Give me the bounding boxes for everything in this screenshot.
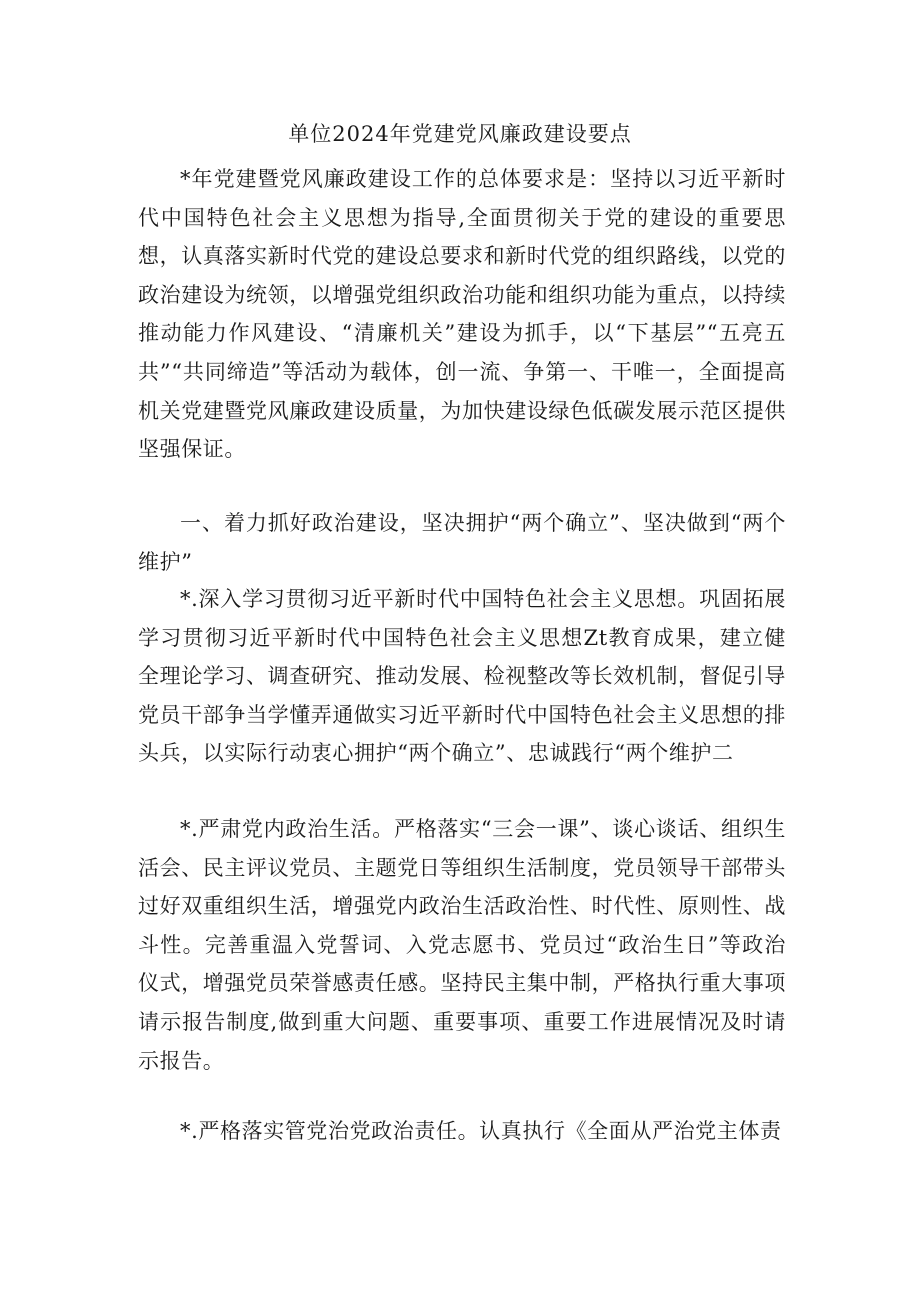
paragraph-study-thought: *.深入学习贯彻习近平新时代中国特色社会主义思想。巩固拓展学习贯彻习近平新时代中国特色社会主义思想Zt教育成果，建立健全理论学习、调查研究、推动发展、检视整改等长效机制，督促引导党员干部争当学懂弄通做实习近平新时代中国特色社会主义思想的排头兵，以实际行动衷心拥护“两个确立”、忠诚践行“两个维护二 (138, 587, 786, 766)
document-title: 单位2024年党建党风廉政建设要点 (288, 122, 632, 146)
section-heading-political-building: 一、着力抓好政治建设，坚决拥护“两个确立”、坚决做到“两个维护” (138, 511, 786, 574)
paragraph-general-requirements: *年党建暨党风廉政建设工作的总体要求是：坚持以习近平新时代中国特色社会主义思想为指导,全面贯彻关于党的建设的重要思想，认真落实新时代党的建设总要求和新时代党的组织路线，以党的政治建设为统领，以增强党组织政治功能和组织功能为重点，以持续推动能力作风建设、“清廉机关”建设为抓手，以“下基层”“五亮五共”“共同缔造”等活动为载体，创一流、争第一、干唯一，全面提高机关党建暨党风廉政建设质量，为加快建设绿色低碳发展示范区提供坚强保证。 (138, 167, 786, 462)
paragraph-political-responsibility: *.严格落实管党治党政治责任。认真执行《全面从严治党主体责 (180, 1119, 782, 1143)
paragraph-party-political-life: *.严肃党内政治生活。严格落实“三会一课”、谈心谈话、组织生活会、民主评议党员、主题党日等组织生活制度，党员领导干部带头过好双重组织生活，增强党内政治生活政治性、时代性、原则性、战斗性。完善重温入党誓词、入党志愿书、党员过“政治生日”等政治仪式，增强党员荣誉感责任感。坚持民主集中制，严格执行重大事项请示报告制度,做到重大问题、重要事项、重要工作进展情况及时请示报告。 (138, 817, 786, 1073)
